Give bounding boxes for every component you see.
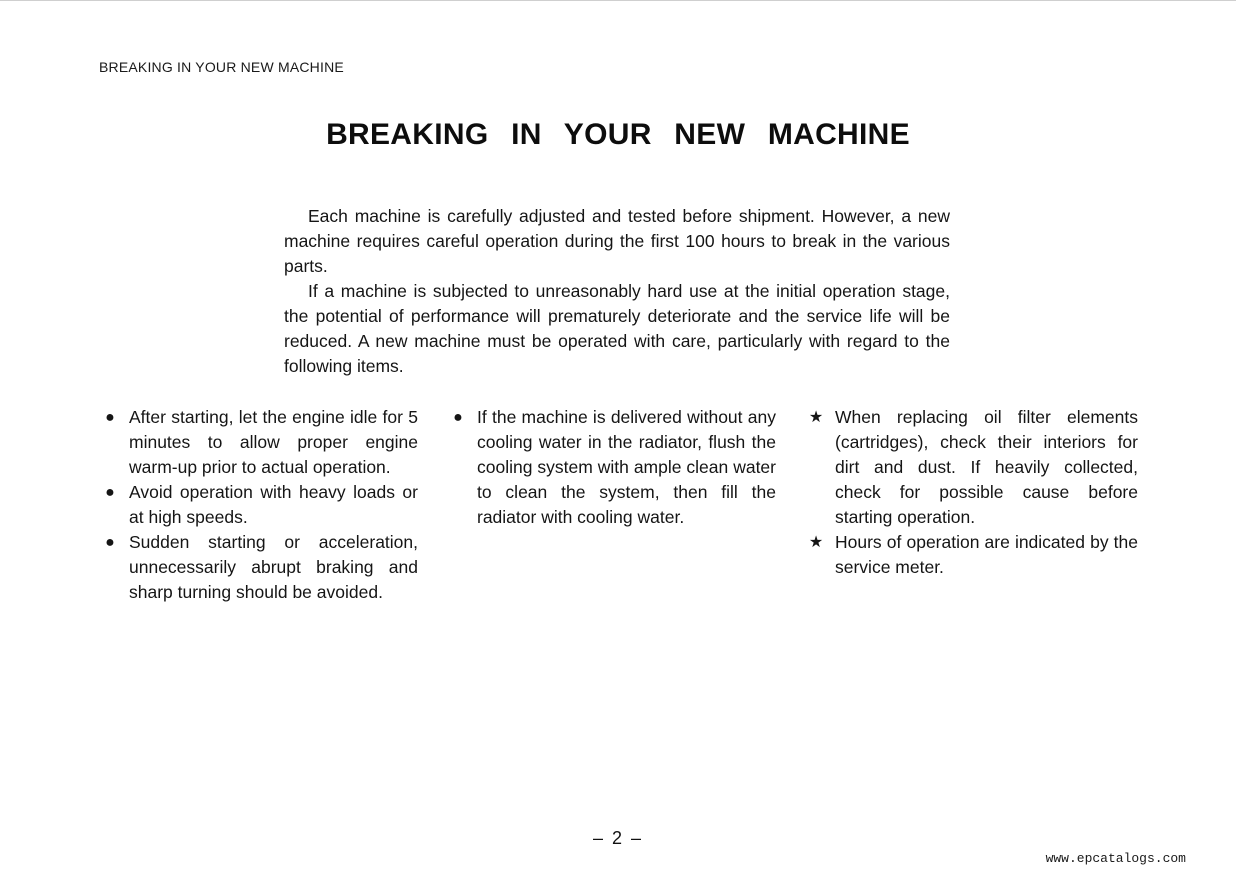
bullet-icon: ● bbox=[105, 409, 115, 426]
list-item bbox=[100, 480, 418, 530]
intro-paragraph: Each machine is carefully adjusted and tested before shipment. However, a new machine requires careful operation during the first 100 hours to break in the various parts. bbox=[284, 206, 950, 276]
bullet-icon: ● bbox=[105, 484, 115, 501]
watermark: www.epcatalogs.com bbox=[1045, 851, 1186, 866]
list-item bbox=[806, 405, 1138, 530]
bullet-icon: ● bbox=[453, 409, 463, 426]
list-item-text: Hours of operation are indicated by the service meter. bbox=[835, 532, 1138, 577]
top-rule bbox=[0, 0, 1236, 1]
middle-column bbox=[448, 405, 776, 530]
intro-text bbox=[284, 204, 950, 379]
list-item-text: After starting, let the engine idle for 5 minutes to allow proper engine warm-up prior to actual operation. bbox=[129, 407, 418, 477]
star-icon: ★ bbox=[808, 409, 824, 426]
bullet-icon: ● bbox=[105, 534, 115, 551]
running-head: BREAKING IN YOUR NEW MACHINE bbox=[99, 59, 344, 75]
right-column bbox=[806, 405, 1138, 580]
list-item-text: If the machine is delivered without any cooling water in the radiator, flush the cooling system with ample clean water to clean the system, then fill the radiator with cooling water. bbox=[477, 407, 776, 527]
page-title: BREAKING IN YOUR NEW MACHINE bbox=[326, 118, 910, 151]
list-item bbox=[806, 530, 1138, 580]
list-item bbox=[448, 405, 776, 530]
list-item bbox=[100, 405, 418, 480]
page-number: – 2 – bbox=[592, 828, 644, 848]
list-item-text: When replacing oil filter elements (cartridges), check their interiors for dirt and dust. If heavily collected, check for possible cause before starting operation. bbox=[835, 407, 1138, 527]
left-column bbox=[100, 405, 418, 605]
list-item-text: Sudden starting or acceleration, unnecessarily abrupt braking and sharp turning should be avoided. bbox=[129, 532, 418, 602]
star-icon: ★ bbox=[808, 534, 824, 551]
list-item-text: Avoid operation with heavy loads or at high speeds. bbox=[129, 482, 418, 527]
list-item bbox=[100, 530, 418, 605]
intro-paragraph: If a machine is subjected to unreasonably hard use at the initial operation stage, the potential of performance will prematurely deteriorate and the service life will be reduced. A new machine must be operated with care, particularly with regard to the following items. bbox=[284, 281, 950, 376]
